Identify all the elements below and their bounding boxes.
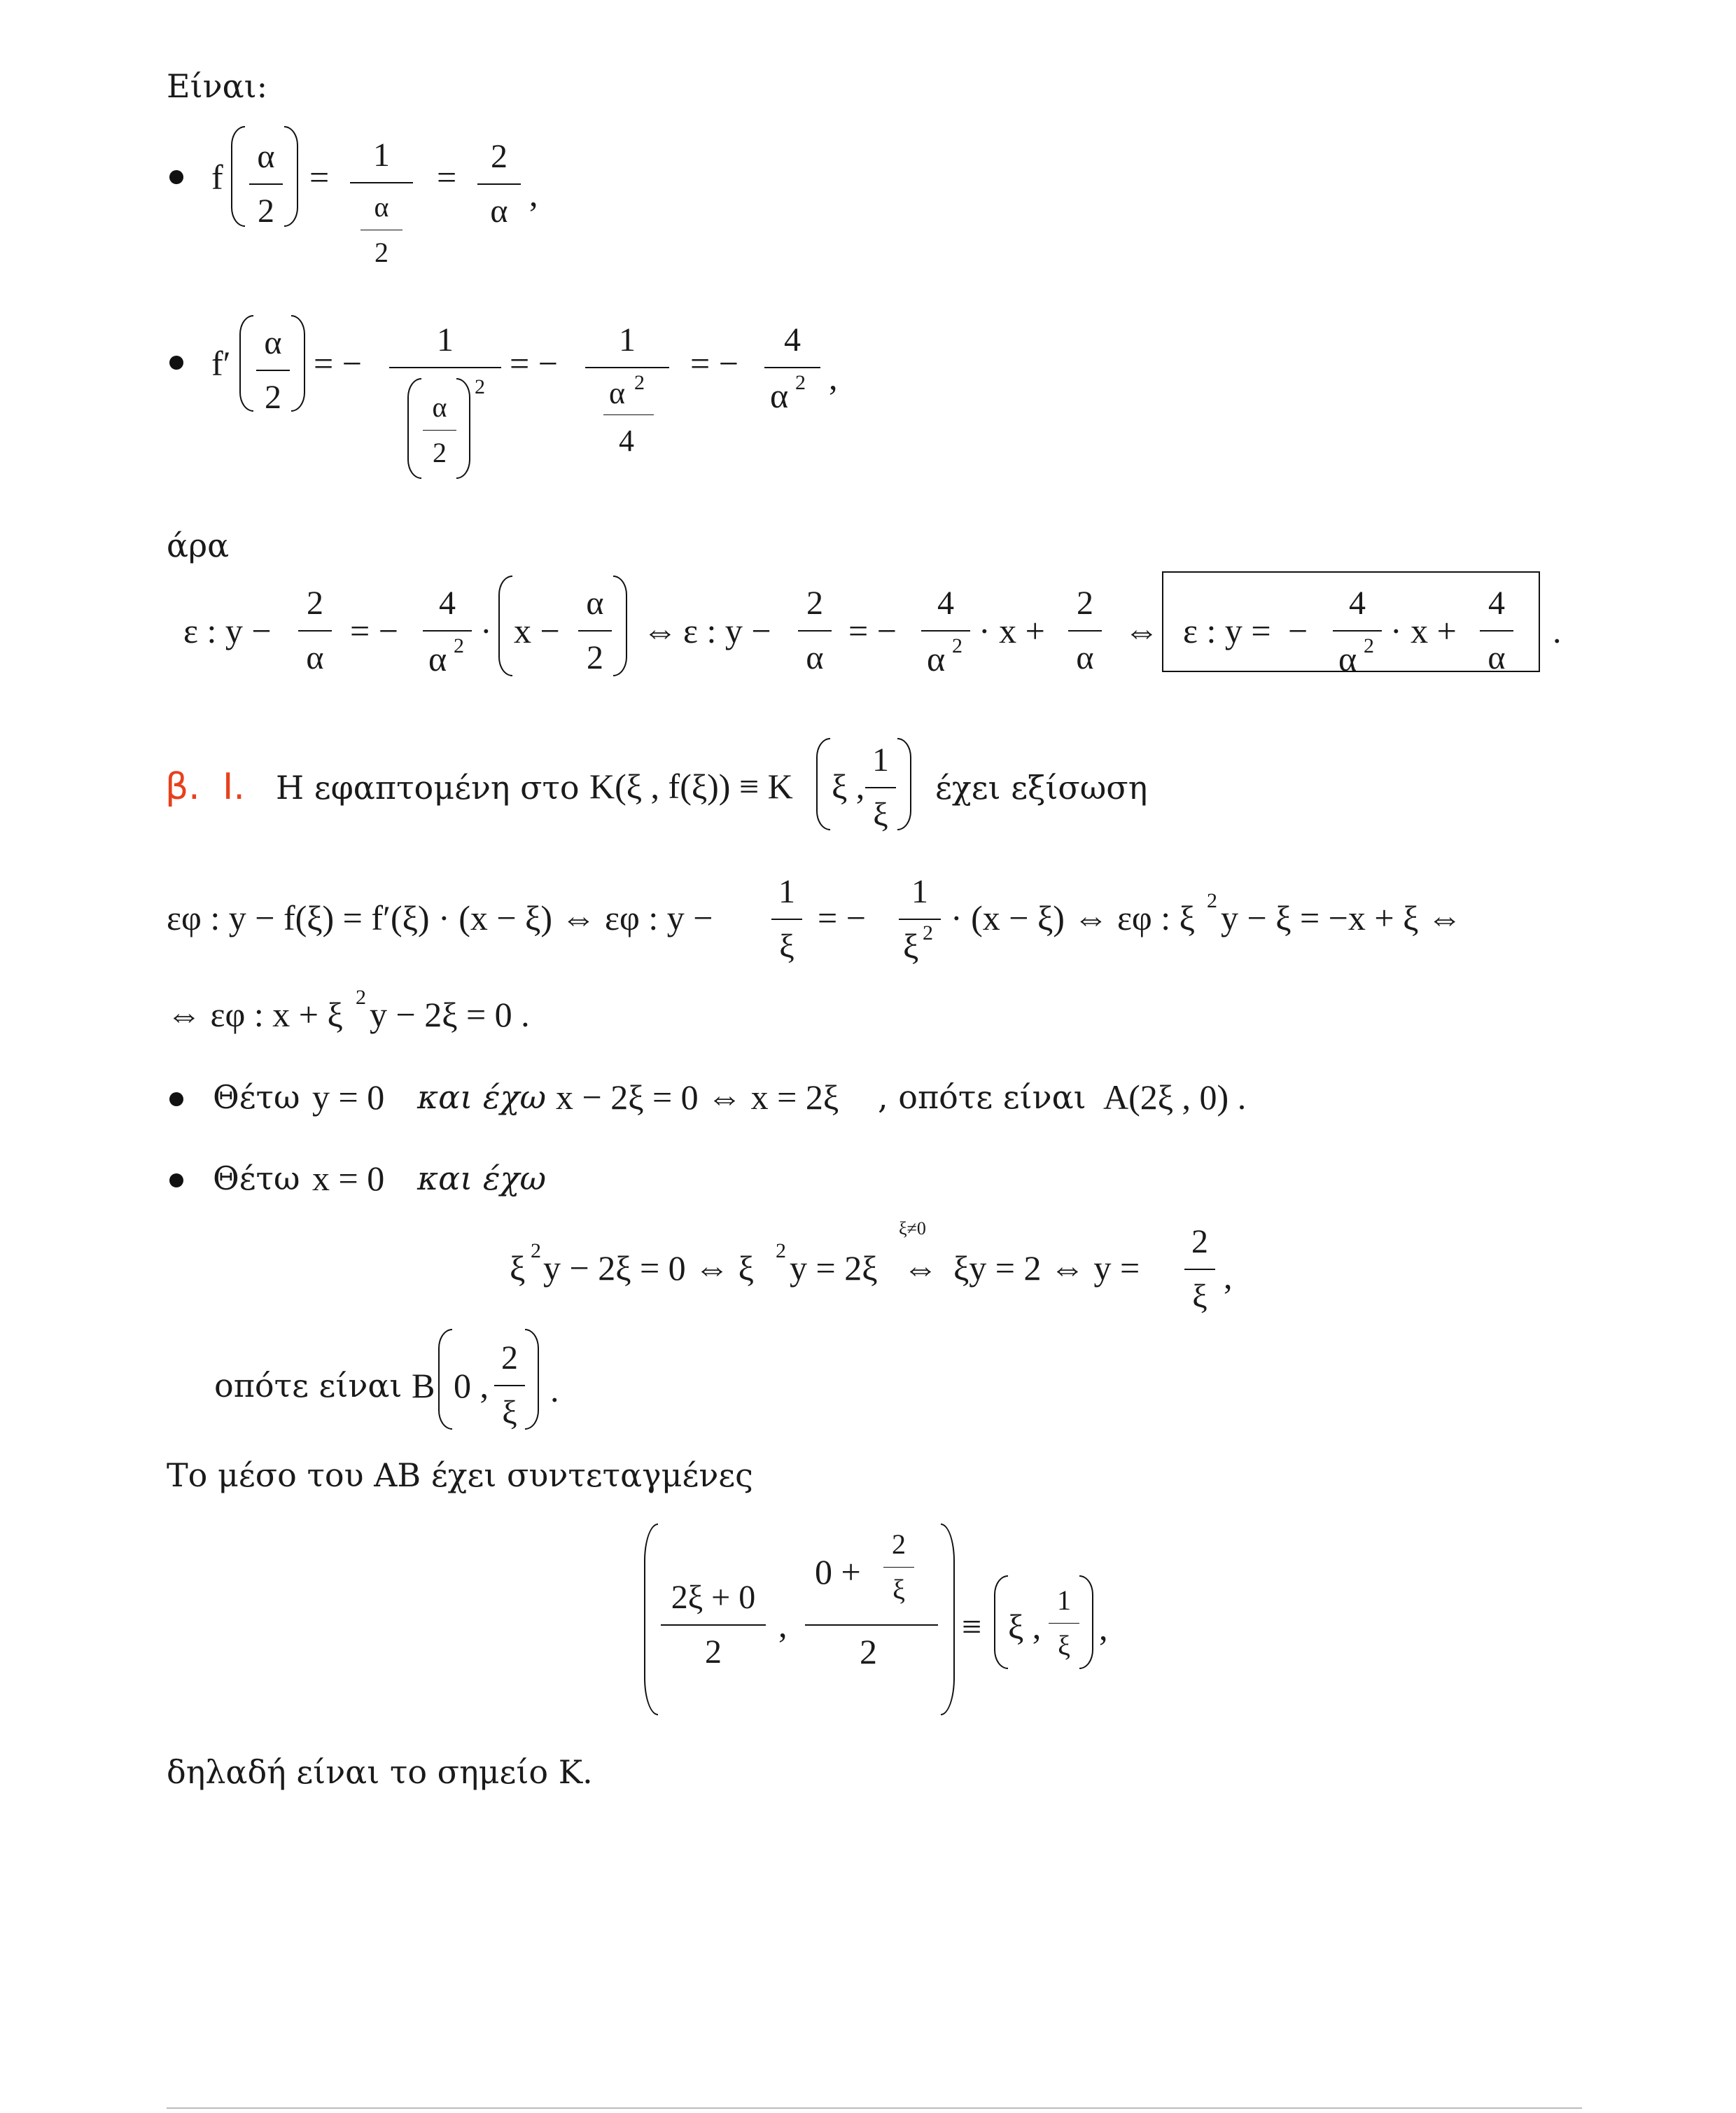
four: 4 — [619, 424, 634, 458]
fraction-bar — [477, 183, 521, 185]
comma: , — [529, 174, 538, 214]
fraction-bar — [1333, 630, 1382, 632]
condition-xi-nonzero: ξ≠0 — [899, 1218, 926, 1239]
denominator: ξ — [1058, 1630, 1070, 1661]
numerator: α — [432, 391, 447, 423]
y-intercept-eq-part1: y − 2ξ = 0 ⇔ ξ — [543, 1248, 754, 1288]
dot-x-plus: · x + — [1390, 611, 1457, 650]
minus-sign: − — [1288, 611, 1308, 650]
denominator: 2 — [433, 437, 447, 468]
xi: ξ — [510, 1248, 526, 1288]
exponent: 2 — [1364, 634, 1374, 657]
fraction-2-over-alpha — [298, 587, 332, 675]
tangent-eq-part3: y − ξ = −x + ξ ⇔ — [1221, 898, 1462, 937]
fraction-bar — [423, 630, 472, 632]
x-equals-zero: x = 0 — [312, 1159, 385, 1198]
exponent: 2 — [923, 921, 933, 944]
alpha: α — [609, 376, 626, 410]
comma: , — [778, 1605, 788, 1645]
fraction-2-over-xi — [1184, 1225, 1215, 1313]
fprime-symbol: f′ — [211, 344, 231, 383]
denominator: α — [490, 193, 508, 230]
denominator: ξ — [892, 1574, 905, 1605]
left-paren — [994, 1575, 1008, 1669]
denominator: 2 — [705, 1633, 722, 1671]
iff-symbol: ⇔ — [903, 1248, 938, 1288]
fraction-bar — [603, 414, 654, 415]
nested-fraction — [423, 393, 456, 467]
period: . — [1553, 611, 1562, 650]
bullet-marker — [169, 356, 183, 370]
exponent: 2 — [1207, 889, 1217, 912]
fraction-bar — [350, 182, 413, 183]
fraction-4-over-alpha-sq — [921, 587, 970, 641]
fraction-bar — [865, 787, 896, 788]
numerator: α — [374, 191, 389, 223]
dot-operator: · — [480, 611, 492, 650]
exponent: 2 — [356, 986, 366, 1009]
fraction-bar — [1184, 1269, 1215, 1270]
numerator: 4 — [1349, 585, 1366, 622]
xi: ξ — [903, 926, 919, 965]
fraction-bar — [883, 1567, 914, 1568]
right-paren — [897, 738, 911, 830]
fraction-bar — [256, 370, 290, 371]
fraction-2-over-xi — [494, 1341, 525, 1430]
exponent: 2 — [795, 371, 806, 394]
point-K-expression: K(ξ , f(ξ)) ≡ K — [589, 767, 793, 806]
equals-minus: = − — [510, 344, 558, 383]
equals-minus: = − — [848, 611, 897, 650]
fraction-bar — [1480, 630, 1513, 632]
denominator: ξ — [779, 928, 794, 965]
fraction-one-over-half-alpha — [350, 139, 413, 267]
iff-symbol: ⇔ — [1124, 611, 1159, 650]
right-paren — [941, 1523, 955, 1715]
fraction-bar — [389, 367, 501, 368]
tangent-eq-part1: εφ : y − f(ξ) = f′(ξ) · (x − ξ) ⇔ εφ : y − — [167, 898, 713, 937]
denominator: α — [306, 639, 324, 676]
fraction-bar — [585, 367, 669, 368]
fraction-bar — [1068, 630, 1102, 632]
y-equals-zero: y = 0 — [312, 1078, 385, 1117]
numerator: 2 — [491, 138, 507, 175]
exponent: 2 — [776, 1239, 786, 1262]
fraction-bar — [249, 183, 283, 185]
numerator: α — [264, 324, 282, 361]
numerator: 1 — [911, 873, 928, 910]
alpha: α — [770, 376, 789, 415]
fraction-bar — [771, 919, 802, 920]
fraction-bar — [899, 919, 941, 920]
kai-exo-text: και έχω — [417, 1078, 546, 1116]
numerator: 1 — [437, 321, 454, 358]
numerator: 1 — [1057, 1584, 1071, 1616]
dot-x-plus: · x + — [979, 611, 1045, 650]
right-paren — [525, 1329, 539, 1430]
fraction-bar — [298, 630, 332, 632]
fraction-2-over-alpha — [798, 587, 832, 675]
bullet-marker — [169, 1092, 183, 1106]
fraction-one-over-alpha-sq-over-4 — [585, 323, 669, 378]
opote-einai-text: , οπότε είναι — [878, 1078, 1086, 1116]
x-minus: x − — [514, 611, 560, 650]
equals-minus: = − — [350, 611, 398, 650]
has-equation-text: έχει εξίσωση — [935, 769, 1148, 807]
numerator: 4 — [439, 585, 456, 622]
right-paren — [456, 378, 470, 479]
left-paren — [644, 1523, 658, 1715]
exponent: 2 — [634, 371, 645, 394]
fraction-bar — [578, 630, 612, 632]
numerator: 2 — [501, 1339, 518, 1376]
comma: , — [1224, 1257, 1233, 1296]
numerator: 2 — [892, 1528, 906, 1560]
eps-y-minus: ε : y − — [183, 611, 272, 650]
opote-einai-text: οπότε είναι — [214, 1367, 402, 1404]
zero-comma: 0 , — [454, 1366, 489, 1405]
numerator: 2 — [806, 585, 823, 622]
section-label-beta: β. — [165, 766, 200, 808]
fraction-1-over-xi — [771, 875, 802, 963]
numerator: 1 — [373, 137, 390, 174]
y-intercept-eq-part2: y = 2ξ — [790, 1248, 878, 1288]
fraction-2-over-alpha — [1068, 587, 1102, 675]
fraction-bar — [494, 1385, 525, 1386]
x-intercept-equation: x − 2ξ = 0 ⇔ x = 2ξ — [556, 1078, 839, 1117]
alpha: α — [1338, 639, 1357, 678]
period: . — [550, 1370, 559, 1409]
numerator: 1 — [778, 873, 795, 910]
left-paren — [498, 576, 512, 676]
xi-comma: ξ , — [832, 767, 865, 806]
fraction-2-over-xi — [883, 1530, 914, 1604]
numerator: α — [586, 585, 604, 622]
equiv-symbol: ≡ — [962, 1607, 982, 1646]
xi-comma: ξ , — [1008, 1607, 1042, 1646]
fraction-bar — [661, 1624, 766, 1626]
alpha: α — [428, 639, 447, 678]
left-paren — [816, 738, 830, 830]
denominator: ξ — [1192, 1278, 1208, 1315]
alpha: α — [927, 639, 946, 678]
equals-minus: = − — [818, 898, 866, 937]
fraction-4-over-alpha-sq — [423, 587, 472, 641]
tangent-intro-text: Η εφαπτομένη στο — [276, 769, 580, 807]
point-A: A(2ξ , 0) . — [1103, 1078, 1247, 1117]
left-paren — [239, 315, 253, 412]
right-paren — [291, 315, 305, 412]
fraction-alpha-over-2 — [256, 326, 290, 414]
iff-symbol: ⇔ — [643, 611, 678, 650]
denominator-two: 2 — [860, 1632, 877, 1671]
conclusion-text: δηλαδή είναι το σημείο Κ. — [167, 1753, 593, 1791]
fraction-4-over-alpha-sq — [764, 323, 820, 378]
equals-sign: = — [309, 158, 330, 197]
equals-sign: = — [437, 158, 457, 197]
denominator: 2 — [374, 237, 388, 268]
theto-text: Θέτω — [213, 1159, 300, 1197]
fraction-1-over-xi — [865, 741, 896, 833]
denominator: α — [1076, 639, 1094, 676]
left-paren — [231, 126, 245, 227]
denominator: α — [806, 639, 824, 676]
numerator: 2ξ + 0 — [671, 1579, 756, 1616]
numerator: 2 — [1077, 585, 1093, 622]
intro-text: Είναι: — [167, 67, 268, 105]
fraction-bar — [805, 1624, 938, 1626]
fraction-bar — [1049, 1623, 1079, 1624]
right-paren — [1079, 1575, 1093, 1669]
fraction-alpha-over-2 — [578, 587, 612, 675]
fraction-bar — [798, 630, 832, 632]
footer-divider — [167, 2107, 1582, 2109]
midpoint-intro-text: Το μέσο του ΑΒ έχει συντεταγμένες — [167, 1456, 753, 1494]
denominator: ξ — [873, 796, 888, 833]
eps-y-minus: ε : y − — [683, 611, 771, 650]
eps-y-equals: ε : y = — [1183, 611, 1271, 650]
denominator: 2 — [265, 379, 281, 416]
equals-minus: = − — [690, 344, 738, 383]
section-label-roman-one: I. — [223, 766, 245, 808]
nested-fraction — [360, 193, 402, 267]
numerator: 4 — [1488, 585, 1505, 622]
comma: , — [829, 358, 838, 397]
left-paren — [407, 378, 421, 479]
left-paren — [438, 1329, 452, 1430]
fraction-bar — [921, 630, 970, 632]
tangent-eq-line2-b: y − 2ξ = 0 . — [370, 995, 530, 1034]
exponent: 2 — [952, 634, 962, 657]
bullet-marker — [169, 170, 183, 184]
bullet-marker — [169, 1173, 183, 1187]
numerator: 4 — [784, 321, 801, 358]
y-intercept-eq-part3: ξy = 2 ⇔ y = — [953, 1248, 1140, 1288]
numerator: α — [257, 138, 275, 175]
numerator: 1 — [619, 321, 636, 358]
fraction-1-over-xi-sq — [899, 875, 941, 930]
right-paren — [613, 576, 627, 676]
zero-plus: 0 + — [815, 1552, 861, 1591]
theto-text: Θέτω — [213, 1078, 300, 1116]
fraction-one-over-squared — [389, 323, 501, 378]
point-B-label: B — [412, 1366, 435, 1405]
denominator: 2 — [258, 193, 274, 230]
comma: , — [1099, 1608, 1108, 1647]
ara-text: άρα — [167, 526, 230, 564]
numerator: 2 — [307, 585, 323, 622]
kai-exo-text: και έχω — [417, 1159, 546, 1197]
f-symbol: f — [211, 158, 223, 197]
exponent: 2 — [531, 1239, 541, 1262]
equals-minus: = − — [314, 344, 362, 383]
tangent-eq-part2: · (x − ξ) ⇔ εφ : ξ — [951, 898, 1195, 937]
numerator: 1 — [872, 741, 889, 779]
fraction-bar — [423, 430, 456, 431]
numerator: 2 — [1191, 1223, 1208, 1260]
denominator: 2 — [587, 639, 603, 676]
exponent: 2 — [475, 375, 485, 398]
tangent-eq-line2-a: ⇔ εφ : x + ξ — [167, 995, 343, 1034]
fraction-1-over-xi — [1049, 1584, 1079, 1661]
denominator: α — [1488, 639, 1506, 676]
fraction-x-coordinate — [661, 1581, 766, 1669]
fraction-bar — [764, 367, 820, 368]
fraction-4-over-alpha — [1480, 587, 1513, 675]
fraction-4-over-alpha-sq — [1333, 587, 1382, 641]
fraction-2-over-alpha — [477, 140, 521, 228]
numerator: 4 — [937, 585, 954, 622]
exponent: 2 — [454, 634, 464, 657]
fraction-alpha-over-2 — [249, 140, 283, 228]
denominator: ξ — [502, 1394, 517, 1431]
right-paren — [284, 126, 298, 227]
